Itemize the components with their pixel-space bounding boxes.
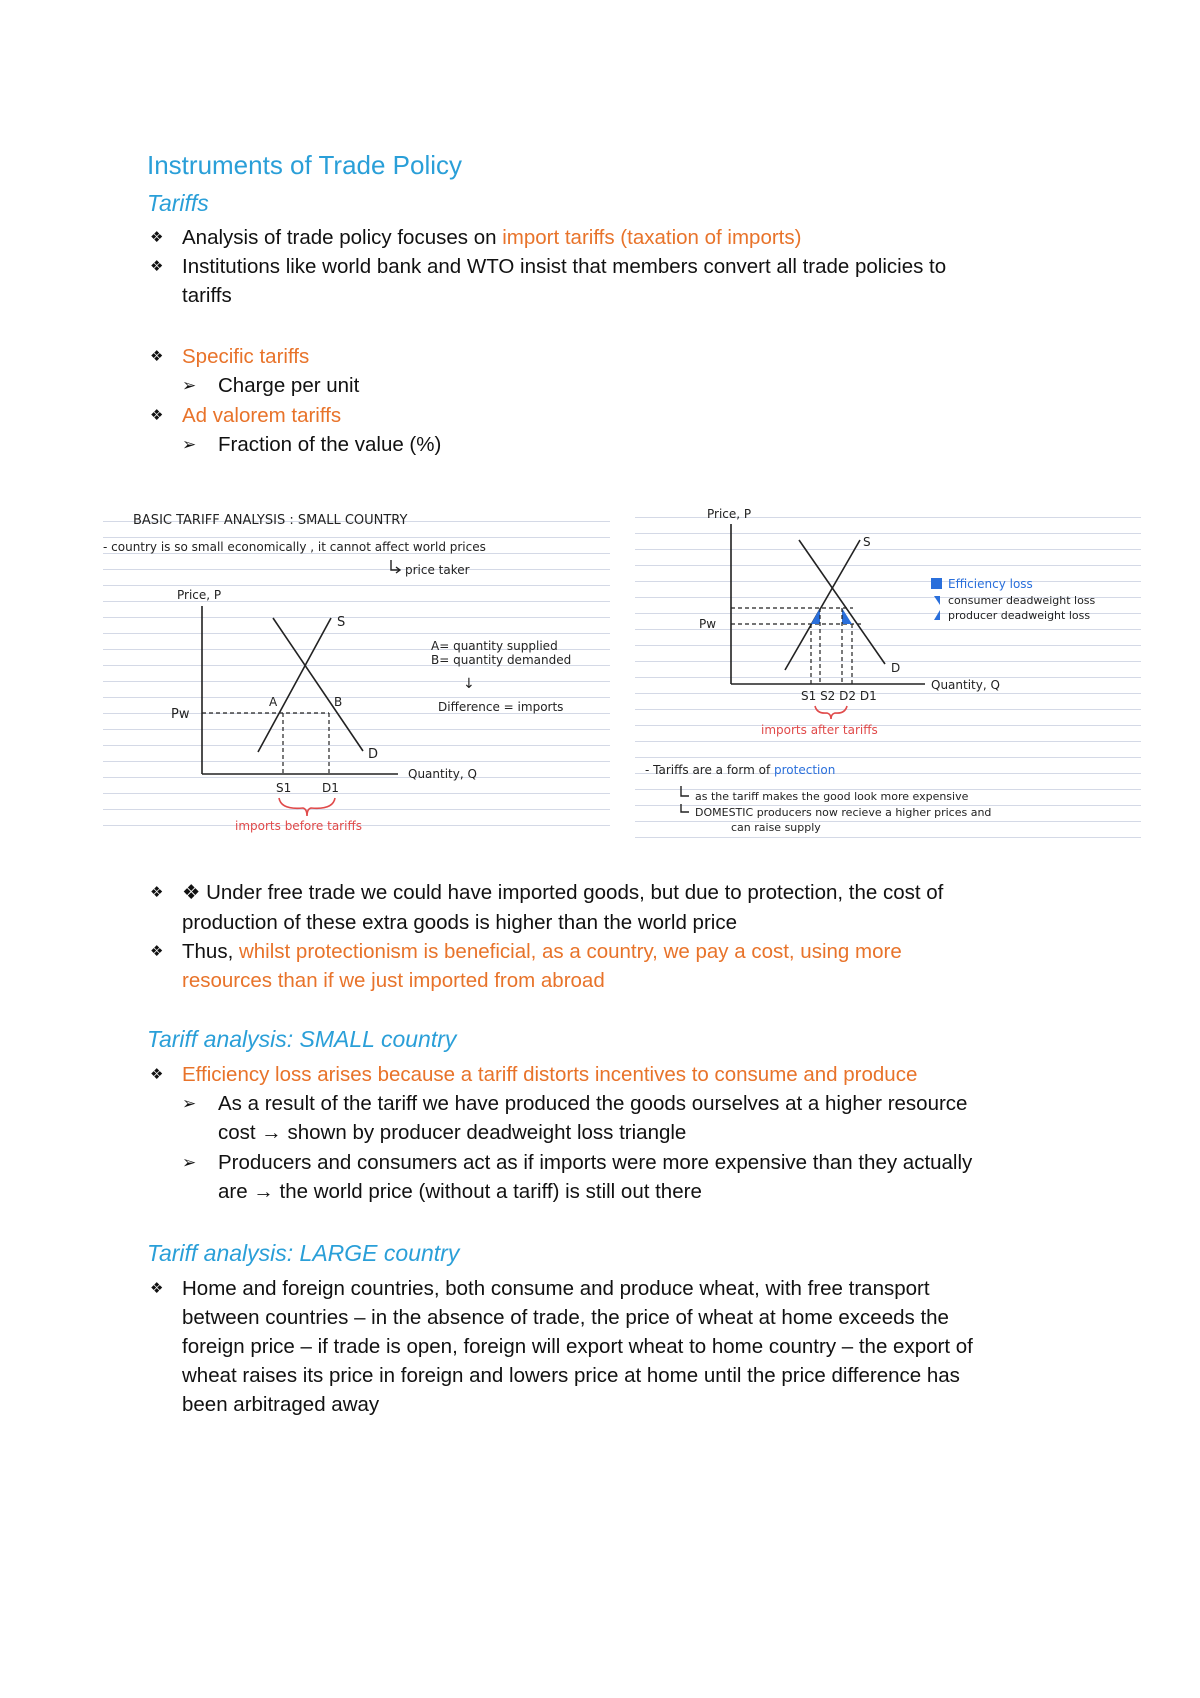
arrow-bullet-icon: ➢ — [182, 376, 197, 395]
bullet-icon: ❖ — [150, 943, 164, 960]
legend-consumer-deadweight: consumer deadweight loss — [948, 594, 1096, 607]
def-b: B= quantity demanded — [431, 653, 572, 667]
large-line-5: been arbitraged away — [182, 1393, 380, 1416]
specific-tariffs-sub: Charge per unit — [218, 374, 360, 397]
def-a: A= quantity supplied — [431, 639, 558, 653]
advalorem-tariffs: Ad valorem tariffs — [182, 404, 342, 427]
section-heading-large: Tariff analysis: LARGE country — [147, 1240, 460, 1266]
middle-bullet-2-line2: resources than if we just imported from abroad — [182, 969, 605, 992]
x-axis-label: Quantity, Q — [931, 678, 1000, 692]
middle-bullet-1-line2: production of these extra goods is higher than the world price — [182, 911, 737, 934]
arrow-bullet-icon: ➢ — [182, 1153, 197, 1172]
small-bullet-1: Efficiency loss arises because a tariff distorts incentives to consume and produce — [182, 1063, 918, 1086]
section-heading-tariffs: Tariffs — [147, 190, 209, 216]
diagram-note-price-taker: price taker — [405, 563, 470, 577]
page-title: Instruments of Trade Policy — [147, 150, 463, 180]
tariffs-bullet-1: Analysis of trade policy focuses on import tariffs (taxation of imports) — [182, 226, 802, 249]
note-raise-supply: can raise supply — [731, 821, 821, 834]
small-sub-2-line1: Producers and consumers act as if imports were more expensive than they actually — [218, 1151, 973, 1174]
tariffs-bullet-2-line2: tariffs — [182, 284, 232, 307]
y-axis-label: Price, P — [177, 588, 222, 602]
s1-label: S1 — [276, 781, 292, 795]
specific-tariffs: Specific tariffs — [182, 345, 310, 368]
supply-label: S — [337, 615, 346, 630]
bullet-icon: ❖ — [150, 1066, 164, 1083]
small-sub-2-line2: are → the world price (without a tariff) is still out there — [218, 1180, 702, 1203]
supply-label: S — [863, 535, 871, 549]
legend-triangle-icon — [934, 610, 940, 620]
large-line-2: between countries – in the absence of trade, the price of wheat at home exceeds the — [182, 1306, 949, 1329]
down-arrow-icon: ↓ — [463, 676, 475, 692]
supply-curve — [785, 540, 860, 670]
note-expensive: as the tariff makes the good look more expensive — [695, 790, 969, 803]
middle-bullet-2-line1: Thus, whilst protectionism is beneficial, as a country, we pay a cost, using more — [182, 940, 902, 963]
legend-producer-deadweight: producer deadweight loss — [948, 609, 1091, 622]
quantity-ticks: S1 S2 D2 D1 — [801, 689, 877, 703]
large-line-4: wheat raises its price in foreign and lowers price at home until the price difference has — [182, 1364, 960, 1387]
legend-square-icon — [931, 578, 942, 589]
demand-label: D — [368, 747, 379, 762]
small-sub-1-line1: As a result of the tariff we have produced the goods ourselves at a higher resource — [218, 1092, 968, 1115]
y-axis-label: Price, P — [707, 507, 752, 521]
point-b-label: B — [334, 695, 343, 709]
point-a-label: A — [269, 695, 278, 709]
hook-arrow-icon — [681, 786, 689, 796]
brace-icon — [815, 706, 847, 719]
tariff-diagram — [635, 502, 1141, 838]
protection-note: - Tariffs are a form of protection — [645, 763, 836, 777]
d1-label: D1 — [322, 781, 339, 795]
difference-imports: Difference = imports — [438, 700, 564, 714]
x-axis-label: Quantity, Q — [408, 767, 477, 781]
large-line-1: Home and foreign countries, both consume and produce wheat, with free transport — [182, 1277, 930, 1300]
legend-efficiency-loss: Efficiency loss — [948, 577, 1033, 591]
large-line-3: foreign price – if trade is open, foreign will export wheat to home country – the export of — [182, 1335, 973, 1358]
advalorem-tariffs-sub: Fraction of the value (%) — [218, 433, 442, 456]
small-sub-1-line2: cost → shown by producer deadweight loss triangle — [218, 1121, 687, 1144]
supply-curve — [258, 618, 331, 752]
middle-bullet-1-line1: ❖ Under free trade we could have imported goods, but due to protection, the cost of — [182, 881, 944, 904]
imports-after-label: imports after tariffs — [761, 723, 878, 737]
bullet-icon: ❖ — [150, 407, 164, 424]
small-country-diagram — [103, 506, 610, 838]
arrow-bullet-icon: ➢ — [182, 1094, 197, 1113]
legend-triangle-icon — [934, 596, 940, 605]
demand-label: D — [891, 661, 901, 675]
world-price-label: Pw — [171, 707, 190, 722]
diagram-note-small: - country is so small economically , it cannot affect world prices — [103, 540, 486, 554]
bullet-icon: ❖ — [150, 884, 164, 901]
demand-curve — [273, 618, 363, 751]
arrow-bullet-icon: ➢ — [182, 435, 197, 454]
bullet-icon: ❖ — [150, 258, 164, 275]
note-domestic: DOMESTIC producers now recieve a higher prices and — [695, 806, 992, 819]
bullet-icon: ❖ — [150, 1280, 164, 1297]
bullet-icon: ❖ — [150, 348, 164, 365]
imports-before-label: imports before tariffs — [235, 819, 362, 833]
section-heading-small: Tariff analysis: SMALL country — [147, 1026, 457, 1052]
bullet-icon: ❖ — [150, 229, 164, 246]
tariffs-bullet-2-line1: Institutions like world bank and WTO insist that members convert all trade policies to — [182, 255, 947, 278]
diagram-title: BASIC TARIFF ANALYSIS : SMALL COUNTRY — [133, 513, 408, 528]
world-price-label: Pw — [699, 617, 717, 631]
hook-arrow-icon — [681, 804, 689, 812]
brace-icon — [279, 798, 335, 816]
